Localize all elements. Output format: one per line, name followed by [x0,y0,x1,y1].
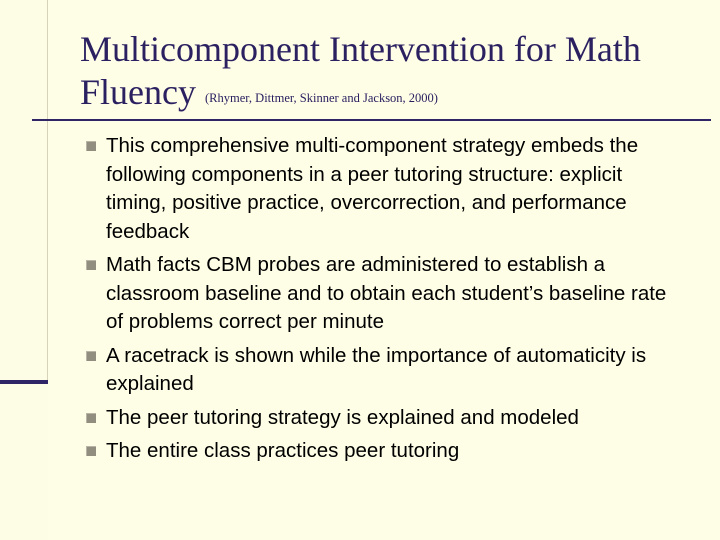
left-band-divider [47,0,48,382]
bullet-item [86,437,686,466]
bullet-text: The peer tutoring strategy is explained and modeled [106,405,579,429]
title-underline-rule [32,119,711,121]
bullet-item [86,404,686,433]
bullet-text: Math facts CBM probes are administered to establish a classroom baseline and to obtain each student’s baseline rate of problems correct per minute [106,253,667,333]
slide-title [80,28,700,120]
square-bullet-icon [86,141,96,151]
bullet-text: The entire class practices peer tutoring [106,439,460,462]
bullet-item [86,132,686,246]
square-bullet-icon [86,413,96,423]
bullet-list [86,132,686,471]
left-decorative-band [0,0,48,540]
bullet-text: A racetrack is shown while the importance of automaticity is explained [106,343,647,395]
title-citation: (Rhymer, Dittmer, Skinner and Jackson, 2000) [204,91,438,105]
bullet-item [86,251,686,337]
square-bullet-icon [86,260,96,270]
square-bullet-icon [86,446,96,456]
bullet-text: This comprehensive multi-component strategy embeds the following components in a peer tutoring structure: explicit timing, positive practice, overcorrection, and performance feedback [106,134,639,243]
bullet-item [86,342,686,399]
square-bullet-icon [86,351,96,361]
left-band-accent-bar [0,380,48,384]
title-main: Multicomponent Intervention for Math Fluency [80,29,641,112]
